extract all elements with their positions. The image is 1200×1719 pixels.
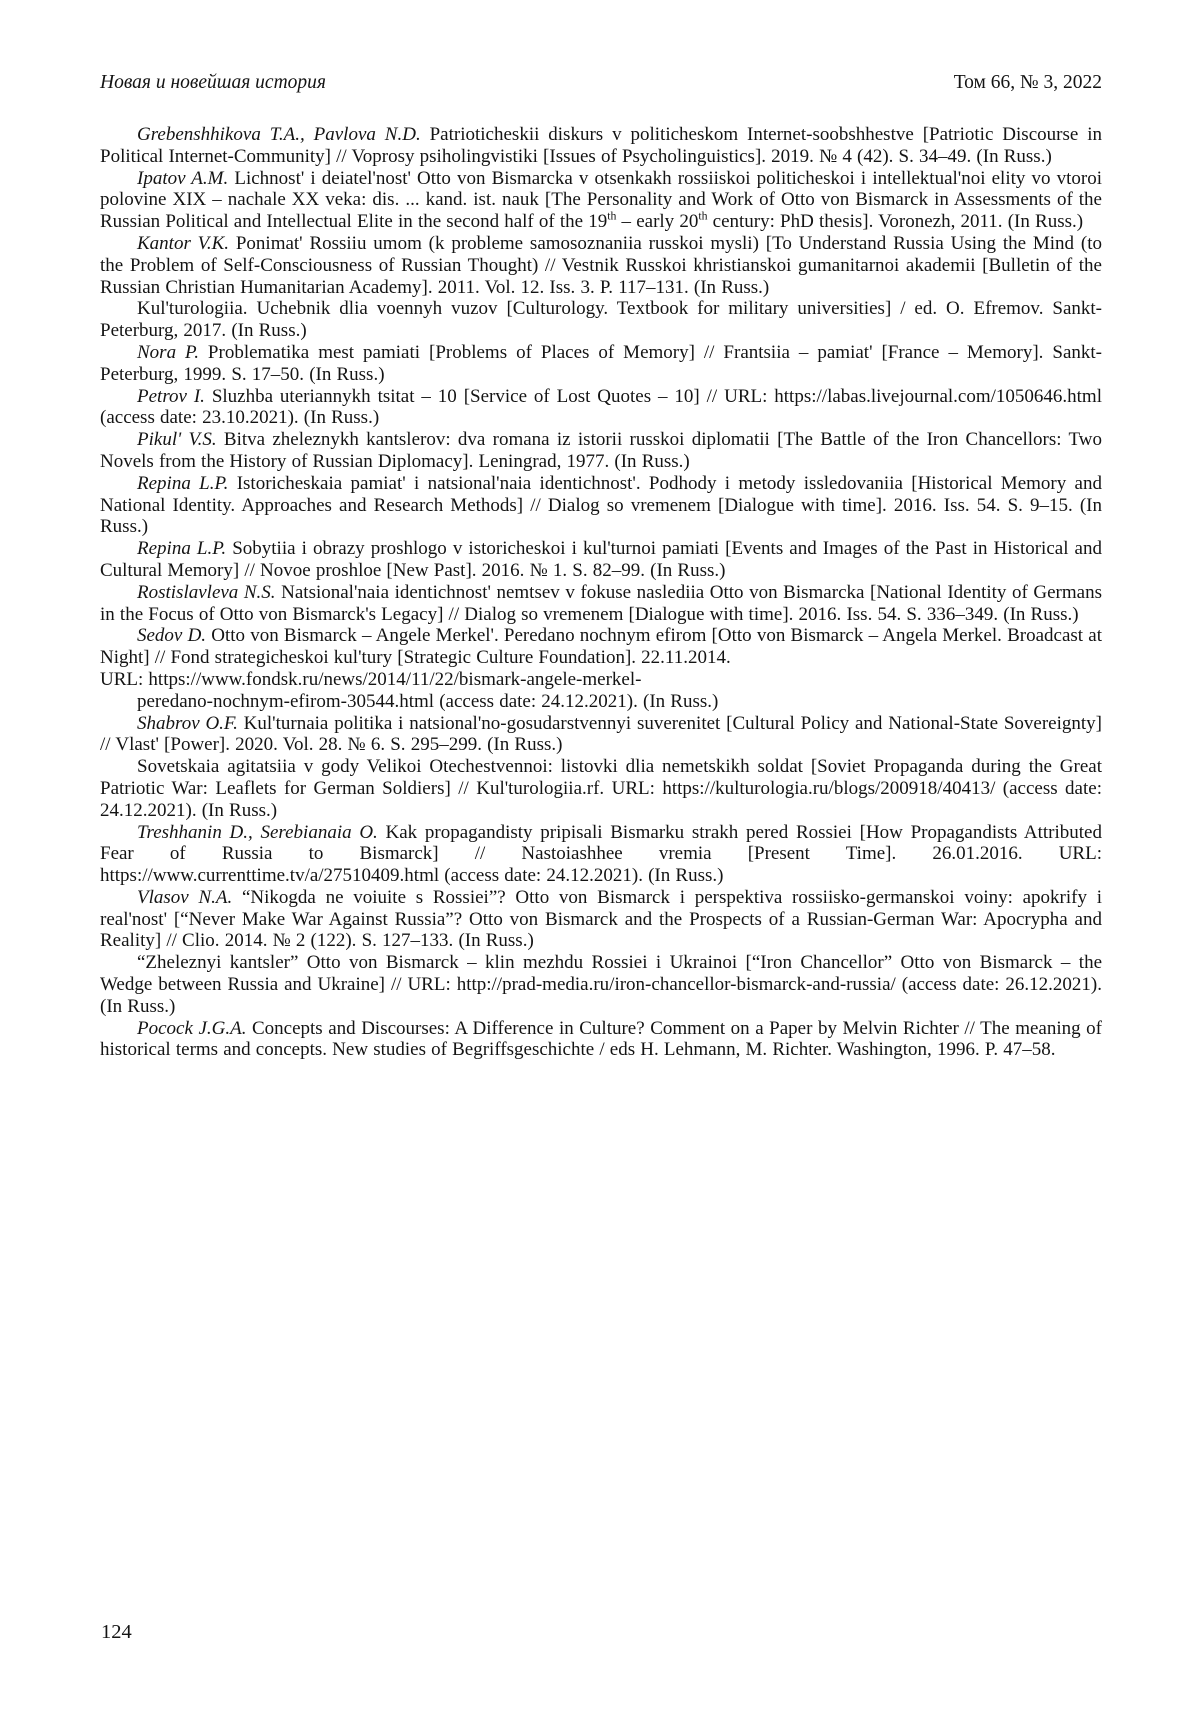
reference-entry — [100, 625, 1102, 712]
reference-authors: Pikul' V.S. — [137, 429, 217, 451]
reference-text: Lichnost' i deiatel'nost' Otto von Bismarcka v otsenkakh rossiiskoi politicheskoi i intellektual'noi elity vo vtoroi polovine XIX – nachale XX veka: dis. ... kand. ist. nauk [The Personality and Work of Otto von Bismarck in Assessments of the Russian Political and Intellectual Elite in the second half of the 19 — [100, 167, 1102, 233]
reference-entry — [100, 473, 1102, 538]
issue-info: Том 66, № 3, 2022 — [953, 72, 1102, 93]
reference-entry — [100, 713, 1102, 757]
reference-text: Patrioticheskii diskurs v politicheskom Internet-soobshhestve [Patriotic Discourse in Political Internet-Community] // Voprosy psiholingvistiki [Issues of Psycholinguistics]. 2019. № 4 (42). S. 34–49. (In Russ.) — [100, 124, 1102, 167]
reference-text: Bitva zheleznykh kantslerov: dva romana iz istorii russkoi diplomatii [The Battle of the Iron Chancellors: Two Novels from the History of Russian Diplomacy]. Leningrad, 1977. (In Russ.) — [100, 429, 1103, 472]
reference-entry — [100, 1018, 1102, 1062]
reference-entry — [100, 342, 1102, 386]
reference-authors: Repina L.P. — [137, 472, 229, 494]
line-indent-spacer — [100, 706, 137, 707]
reference-text: Sobytiia i obrazy proshlogo v istoricheskoi i kul'turnoi pamiati [Events and Images of the Past in Historical and Cultural Memory] // Novoe proshloe [New Past]. 2016. № 1. S. 82–99. (In Russ.) — [100, 538, 1102, 581]
reference-authors: Pocock J.G.A. — [137, 1017, 247, 1039]
reference-text: “Nikogda ne voiuite s Rossiei”? Otto von Bismarck i perspektiva rossiisko-germanskoi voiny: apokrify i real'nost' [“Never Make War Against Russia”? Otto von Bismarck and the Prospects of a Russian-German War: Apocrypha and Reality] // Clio. 2014. № 2 (122). S. 127–133. (In Russ.) — [100, 886, 1102, 952]
reference-entry — [100, 582, 1102, 626]
reference-entry — [100, 887, 1102, 952]
reference-authors: Rostislavleva N.S. — [137, 581, 276, 603]
reference-text: – early 20 — [616, 211, 699, 233]
reference-text: Problematika mest pamiati [Problems of Places of Memory] // Frantsiia – pamiat' [France – Memory]. Sankt-Peterburg, 1999. S. 17–50. (In Russ.) — [100, 341, 1103, 385]
reference-authors: Repina L.P. — [137, 538, 227, 560]
reference-authors: Nora P. — [137, 341, 199, 363]
reference-authors: Vlasov N.A. — [137, 886, 233, 908]
reference-entry — [100, 386, 1102, 430]
reference-entry — [100, 756, 1102, 821]
reference-authors: Petrov I. — [137, 385, 205, 407]
reference-text: Kul'turologiia. Uchebnik dlia voennyh vuzov [Culturology. Textbook for military universities] / ed. O. Efremov. Sankt-Peterburg, 2017. (In Russ.) — [100, 298, 1102, 342]
reference-entry — [100, 168, 1102, 233]
references-list — [100, 124, 1102, 1061]
reference-entry — [100, 298, 1102, 342]
reference-text: Sovetskaia agitatsiia v gody Velikoi Otechestvennoi: listovki dlia nemetskikh soldat [Soviet Propaganda during the Great Patriotic War: Leaflets for German Soldiers] // Kul'turologiia.rf. URL: https://kulturologia.ru/blogs/200918/40413/ (access date: 24.12.2021). (In Russ.) — [100, 756, 1102, 821]
reference-text: Natsional'naia identichnost' nemtsev v fokuse naslediia Otto von Bismarcka [National Identity of Germans in the Focus of Otto von Bismarck's Legacy] // Dialog so vremenem [Dialogue with time]. 2016. Iss. 54. S. 336–349. (In Russ.) — [100, 581, 1102, 625]
reference-text: peredano-nochnym-efirom-30544.html (access date: 24.12.2021). (In Russ.) — [137, 690, 719, 712]
reference-authors: Kantor V.K. — [137, 232, 230, 254]
reference-authors: Shabrov O.F. — [137, 712, 238, 734]
reference-text: century: PhD thesis]. Voronezh, 2011. (In Russ.) — [707, 211, 1084, 233]
reference-entry — [100, 233, 1102, 298]
reference-entry — [100, 952, 1102, 1017]
reference-text: Sluzhba uteriannykh tsitat – 10 [Service of Lost Quotes – 10] // URL: https://labas.livejournal.com/1050646.html (access date: 23.10.2021). (In Russ.) — [100, 385, 1102, 429]
reference-entry — [100, 538, 1102, 582]
reference-text: th — [698, 209, 708, 223]
reference-authors: Ipatov A.M. — [137, 167, 229, 189]
reference-authors: Treshhanin D., Serebianaia O. — [137, 821, 378, 843]
reference-text: “Zheleznyi kantsler” Otto von Bismarck – klin mezhdu Rossiei i Ukrainoi [“Iron Chancellor” Otto von Bismarck – the Wedge between Russia and Ukraine] // URL: http://prad-media.ru/iron-chancellor-bismarck-and-russia/ (access date: 26.12.2021). (In Russ.) — [100, 952, 1102, 1017]
reference-entry — [100, 822, 1102, 887]
reference-text: URL: https://www.fondsk.ru/news/2014/11/22/bismark-angele-merkel- — [100, 668, 642, 690]
page-number: 124 — [101, 1621, 132, 1643]
reference-entry — [100, 429, 1102, 473]
reference-text: Kak propagandisty pripisali Bismarku strakh pered Rossiei [How Propagandists Attributed Fear of Russia to Bismarck] // Nastoiashhee vremia [Present Time]. 26.01.2016. URL: https://www.currenttime.tv/a/27510409.html (access date: 24.12.2021). (In Russ.) — [100, 821, 1102, 887]
reference-authors: Grebenshhikova T.A., Pavlova N.D. — [137, 124, 421, 145]
reference-text: Istoricheskaia pamiat' i natsional'naia identichnost'. Podhody i metody issledovaniia [Historical Memory and National Identity. Approaches and Research Methods] // Dialog so vremenem [Dialogue with time]. 2016. Iss. 54. S. 9–15. (In Russ.) — [100, 472, 1102, 538]
reference-text: Otto von Bismarck – Angele Merkel'. Peredano nochnym efirom [Otto von Bismarck – Angela Merkel. Broadcast at Night] // Fond strategicheskoi kul'tury [Strategic Culture Foundation]. 22.11.2014. — [100, 625, 1102, 669]
reference-text: Ponimat' Rossiiu umom (k probleme samosoznaniia russkoi mysli) [To Understand Russia Using the Mind (to the Problem of Self-Consciousness of Russian Thought) // Vestnik Russkoi khristianskoi gumanitarnoi akademii [Bulletin of the Russian Christian Humanitarian Academy]. 2011. Vol. 12. Iss. 3. P. 117–131. (In Russ.) — [100, 232, 1102, 298]
reference-text: Kul'turnaia politika i natsional'no-gosudarstvennyi suverenitet [Cultural Policy and National-State Sovereignty] // Vlast' [Power]. 2020. Vol. 28. № 6. S. 295–299. (In Russ.) — [100, 712, 1102, 756]
reference-entry — [100, 124, 1102, 168]
reference-authors: Sedov D. — [137, 625, 207, 647]
journal-title: Новая и новейшая история — [100, 72, 326, 93]
reference-text: th — [607, 209, 617, 223]
reference-text: Concepts and Discourses: A Difference in Culture? Comment on a Paper by Melvin Richter // The meaning of historical terms and concepts. New studies of Begriffsgeschichte / eds H. Lehmann, M. Richter. Washington, 1996. P. 47–58. — [100, 1017, 1102, 1061]
running-head — [100, 72, 1102, 94]
